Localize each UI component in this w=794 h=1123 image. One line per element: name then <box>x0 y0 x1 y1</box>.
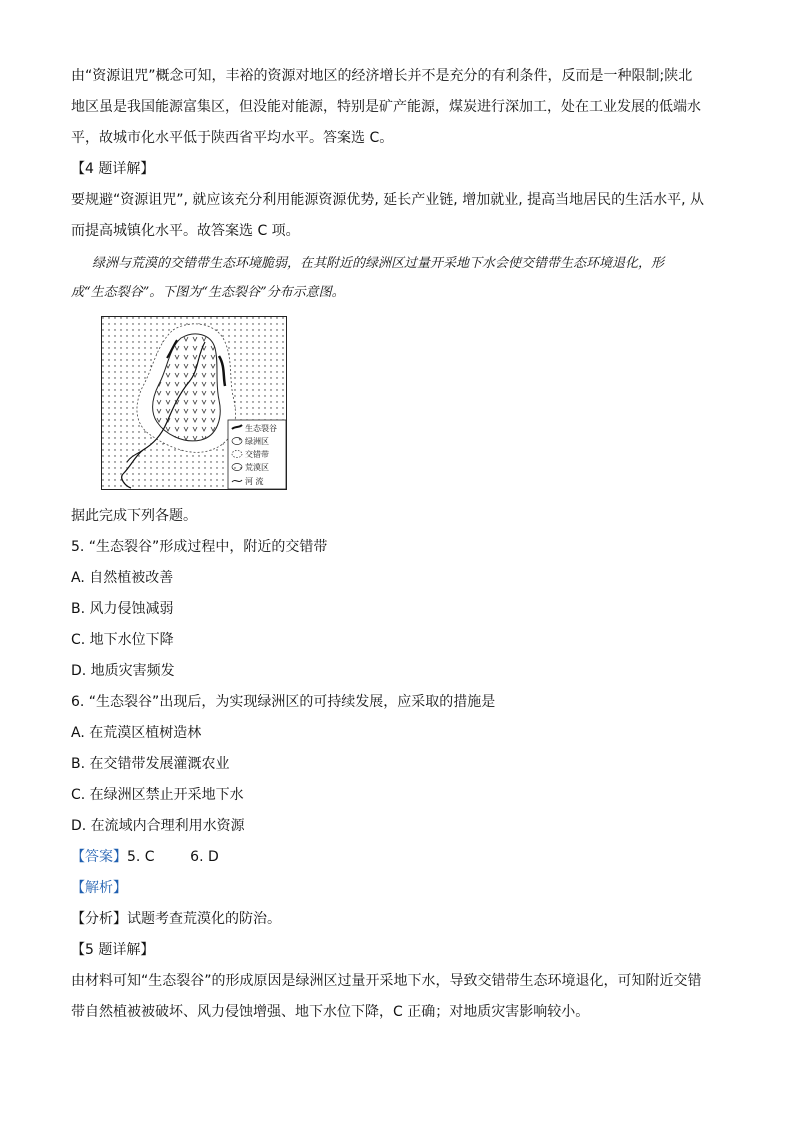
legend-label: 河 流 <box>245 477 264 486</box>
legend-label: 交错带 <box>245 450 269 459</box>
text-line: 据此完成下列各题。 <box>71 508 197 524</box>
material-intro: 绿洲与荒漠的交错带生态环境脆弱，在其附近的绿洲区过量开采地下水会使交错带生态环境退化，形 <box>92 256 665 271</box>
option: D. 在流域内合理利用水资源 <box>71 818 245 834</box>
section-header: 【5 题详解】 <box>71 942 155 958</box>
text-line: 由材料可知“生态裂谷”的形成原因是绿洲区过量开采地下水，导致交错带生态环境退化，可知附近交错 <box>71 973 702 989</box>
option: A. 自然植被改善 <box>71 570 174 586</box>
text-line: 由“资源诅咒”概念可知，丰裕的资源对地区的经济增长并不是充分的有利条件，反而是一种限制;陕北 <box>71 68 693 84</box>
text-line: 平，故城市化水平低于陕西省平均水平。答案选 C。 <box>71 130 394 146</box>
option: A. 在荒漠区植树造林 <box>71 725 202 741</box>
legend-oasis-icon <box>232 438 242 445</box>
option: D. 地质灾害频发 <box>71 663 175 679</box>
option: C. 地下水位下降 <box>71 632 174 648</box>
option: C. 在绿洲区禁止开采地下水 <box>71 787 244 803</box>
text-line: 带自然植被被破坏、风力侵蚀增强、地下水位下降，C 正确；对地质灾害影响较小。 <box>71 1004 590 1020</box>
legend-desert-icon <box>232 464 242 471</box>
text-line: 要规避“资源诅咒”, 就应该充分利用能源资源优势, 延长产业链, 增加就业, 提高当地居民的生活水平, 从 <box>71 192 705 208</box>
text-line: 地区虽是我国能源富集区，但没能对能源，特别是矿产能源，煤炭进行深加工，处在工业发展的低端水 <box>71 99 701 115</box>
analysis-label: 【解析】 <box>71 880 127 896</box>
material-intro: 成“生态裂谷”。下图为“生态裂谷”分布示意图。 <box>71 285 345 300</box>
answer-line <box>71 847 219 867</box>
legend-label: 绿洲区 <box>245 437 269 446</box>
answer-value: 5. C 6. D <box>127 849 219 865</box>
rift-distribution-map <box>101 316 287 490</box>
option: B. 在交错带发展灌溉农业 <box>71 756 230 772</box>
legend-label: 荒漠区 <box>245 463 269 472</box>
text-line: 而提高城镇化水平。故答案选 C 项。 <box>71 223 300 239</box>
fenxi-line <box>71 909 281 929</box>
question-stem: 5. “生态裂谷”形成过程中，附近的交错带 <box>71 539 328 555</box>
fenxi-label: 【分析】 <box>71 911 127 927</box>
legend-belt-icon <box>232 451 242 458</box>
section-header: 【4 题详解】 <box>71 161 155 177</box>
question-stem: 6. “生态裂谷”出现后，为实现绿洲区的可持续发展，应采取的措施是 <box>71 694 496 710</box>
fenxi-text: 试题考查荒漠化的防治。 <box>127 911 281 927</box>
legend-label: 生态裂谷 <box>245 424 277 433</box>
answer-label: 【答案】 <box>71 849 127 865</box>
option: B. 风力侵蚀减弱 <box>71 601 174 617</box>
